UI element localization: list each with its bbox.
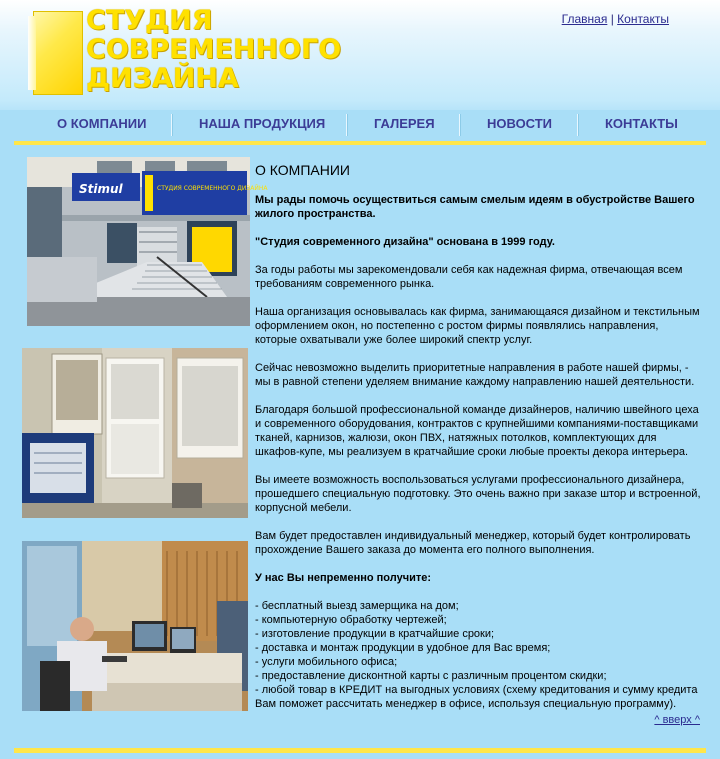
nav-item-news[interactable]: НОВОСТИ	[487, 116, 553, 131]
list-item: - бесплатный выезд замерщика на дом;	[255, 600, 459, 612]
list-item: - доставка и монтаж продукции в удобное для Вас время;	[255, 642, 551, 654]
showroom-illustration	[22, 348, 248, 518]
logo-line-1: СТУДИЯ	[86, 5, 213, 36]
nav-divider	[171, 114, 173, 136]
logo-mark[interactable]	[33, 11, 83, 95]
founded-text: "Студия современного дизайна" основана в 1999 году.	[255, 236, 555, 248]
list-item: - услуги мобильного офиса;	[255, 656, 398, 668]
back-to-top	[654, 714, 700, 726]
home-link[interactable]: Главная	[561, 12, 608, 26]
nav-item-products[interactable]: НАША ПРОДУКЦИЯ	[199, 116, 326, 131]
logo-line-3: ДИЗАЙНА	[86, 63, 239, 94]
benefits-list	[255, 599, 703, 711]
list-item: - изготовление продукции в кратчайшие сроки;	[255, 628, 495, 640]
top-divider	[14, 141, 706, 145]
intro-text: Мы рады помочь осуществиться самым смелым идеям в обустройстве Вашего жилого пространства.	[255, 194, 695, 220]
back-to-top-link[interactable]: ^ вверх ^	[654, 714, 700, 726]
contacts-link[interactable]: Контакты	[617, 12, 669, 26]
paragraph: Сейчас невозможно выделить приоритетные направления в работе нашей фирмы, - мы в равной степени уделяем внимание каждому направлению нашей деятельности.	[255, 362, 695, 388]
logo-text[interactable]	[86, 6, 341, 93]
office-illustration	[22, 541, 248, 711]
main-content	[255, 162, 703, 711]
storefront-sign-1: Stimul	[79, 182, 123, 196]
storefront-sign-2: СТУДИЯ СОВРЕМЕННОГО ДИЗАЙНА	[157, 185, 268, 192]
storefront-illustration	[27, 157, 268, 326]
benefits-heading: У нас Вы непременно получите:	[255, 572, 432, 584]
main-nav	[14, 110, 706, 138]
top-links-separator: |	[610, 12, 614, 26]
showroom-photo	[22, 348, 248, 518]
storefront-photo	[27, 157, 268, 326]
nav-divider	[459, 114, 461, 136]
office-photo	[22, 541, 248, 711]
list-item: - компьютерную обработку чертежей;	[255, 614, 447, 626]
nav-divider	[346, 114, 348, 136]
list-item: - любой товар в КРЕДИТ на выгодных условиях (схему кредитования и сумму кредита Вам поможет рассчитать менеджер в офисе, используя специальную программу).	[255, 684, 698, 710]
paragraph: Вам будет предоставлен индивидуальный менеджер, который будет контролировать прохождение Вашего заказа до момента его полного выполнения.	[255, 530, 691, 556]
bottom-divider	[14, 748, 706, 753]
paragraph: За годы работы мы зарекомендовали себя как надежная фирма, отвечающая всем требованиям современного рынка.	[255, 264, 683, 290]
list-item: - предоставление дисконтной карты с различным процентом скидки;	[255, 670, 607, 682]
paragraph: Благодаря большой профессиональной команде дизайнеров, наличию швейного цеха и современного оборудования, контрактов с крупнейшими компаниями-поставщиками тканей, карнизов, жалюзи, окон ПВХ, натяжных потолков, комплектующих для шкафов-купе, мы реализуем в кратчайшие сроки любые проекты декора интерьера.	[255, 404, 699, 458]
top-links	[562, 12, 669, 26]
paragraph: Наша организация основывалась как фирма, занимающаяся дизайном и текстильным оформлением окон, но постепенно с ростом фирмы появлялись направления, которые охватывали уже более широкий спектр услуг.	[255, 306, 700, 346]
nav-item-contacts[interactable]: КОНТАКТЫ	[605, 116, 678, 131]
nav-item-gallery[interactable]: ГАЛЕРЕЯ	[374, 116, 435, 131]
paragraph: Вы имеете возможность воспользоваться услугами профессионального дизайнера, прошедшего специальную подготовку. Это очень важно при заказе штор и встроенной, корпусной мебели.	[255, 474, 701, 514]
page-title: О КОМПАНИИ	[255, 162, 350, 178]
logo-line-2: СОВРЕМЕННОГО	[86, 34, 342, 65]
nav-item-about[interactable]: О КОМПАНИИ	[57, 116, 147, 131]
nav-divider	[577, 114, 579, 136]
site-header	[0, 0, 720, 110]
